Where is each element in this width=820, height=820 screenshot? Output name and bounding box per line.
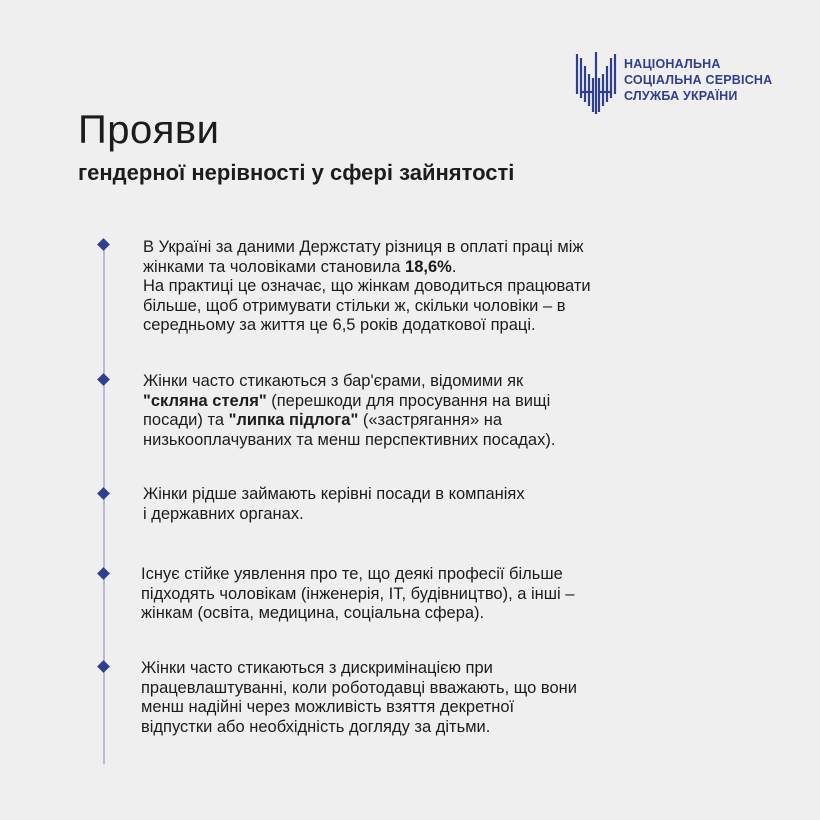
- logo-line: СЛУЖБА УКРАЇНИ: [624, 89, 738, 103]
- list-item: [143, 238, 591, 336]
- item-line: В Україні за даними Держстату різниця в оплаті праці між: [143, 238, 584, 256]
- item-line: і державних органах.: [143, 504, 304, 523]
- item-line: "скляна стеля" (перешкоди для просування на вищі: [143, 391, 551, 410]
- item-line: Жінки часто стикаються з бар'єрами, відомими як: [143, 372, 524, 390]
- highlight-term: "липка підлога": [228, 411, 359, 429]
- list-item: [143, 372, 555, 450]
- item-line: низькооплачуваних та менш перспективних посадах).: [143, 430, 556, 449]
- trident-emblem-icon: [574, 48, 618, 116]
- highlight-term: "скляна стеля": [143, 391, 267, 410]
- timeline-marker-icon: [97, 238, 110, 251]
- page-title: Прояви: [78, 108, 220, 152]
- item-line: жінкам (освіта, медицина, соціальна сфера).: [141, 604, 485, 622]
- timeline-marker-icon: [97, 567, 110, 580]
- item-line: жінками та чоловіками становила 18,6%.: [143, 257, 457, 276]
- logo-line: НАЦІОНАЛЬНА: [624, 57, 721, 71]
- highlight-value: 18,6%: [405, 257, 452, 276]
- item-line: більше, щоб отримувати стільки ж, скільки чоловіки – в: [143, 296, 566, 315]
- item-line: Жінки рідше займають керівні посади в компаніях: [143, 485, 525, 503]
- logo-line: СОЦІАЛЬНА СЕРВІСНА: [624, 73, 773, 87]
- item-line: підходять чоловікам (інженерія, ІТ, будівництво), а інші –: [141, 584, 575, 603]
- item-line: Жінки часто стикаються з дискримінацією при: [141, 659, 493, 677]
- item-line: Існує стійке уявлення про те, що деякі професії більше: [141, 565, 563, 583]
- item-line: відпустки або необхідність догляду за дітьми.: [141, 717, 491, 736]
- logo-text: [624, 56, 772, 104]
- timeline-marker-icon: [97, 487, 110, 500]
- timeline-line: [103, 244, 105, 764]
- item-line: посади) та "липка підлога" («застрягання» на: [143, 411, 503, 429]
- timeline-marker-icon: [97, 660, 110, 673]
- item-line: На практиці це означає, що жінкам доводиться працювати: [143, 277, 591, 295]
- item-line: середньому за життя це 6,5 років додаткової праці.: [143, 316, 536, 334]
- list-item: [141, 565, 574, 624]
- page-subtitle: гендерної нерівності у сфері зайнятості: [78, 160, 515, 185]
- timeline-marker-icon: [97, 373, 110, 386]
- item-line: менш надійні через можливість взяття декретної: [141, 698, 515, 716]
- list-item: [143, 485, 525, 524]
- item-line: працевлаштуванні, коли роботодавці вважають, що вони: [141, 678, 577, 697]
- logo: [574, 48, 794, 118]
- list-item: [141, 659, 577, 737]
